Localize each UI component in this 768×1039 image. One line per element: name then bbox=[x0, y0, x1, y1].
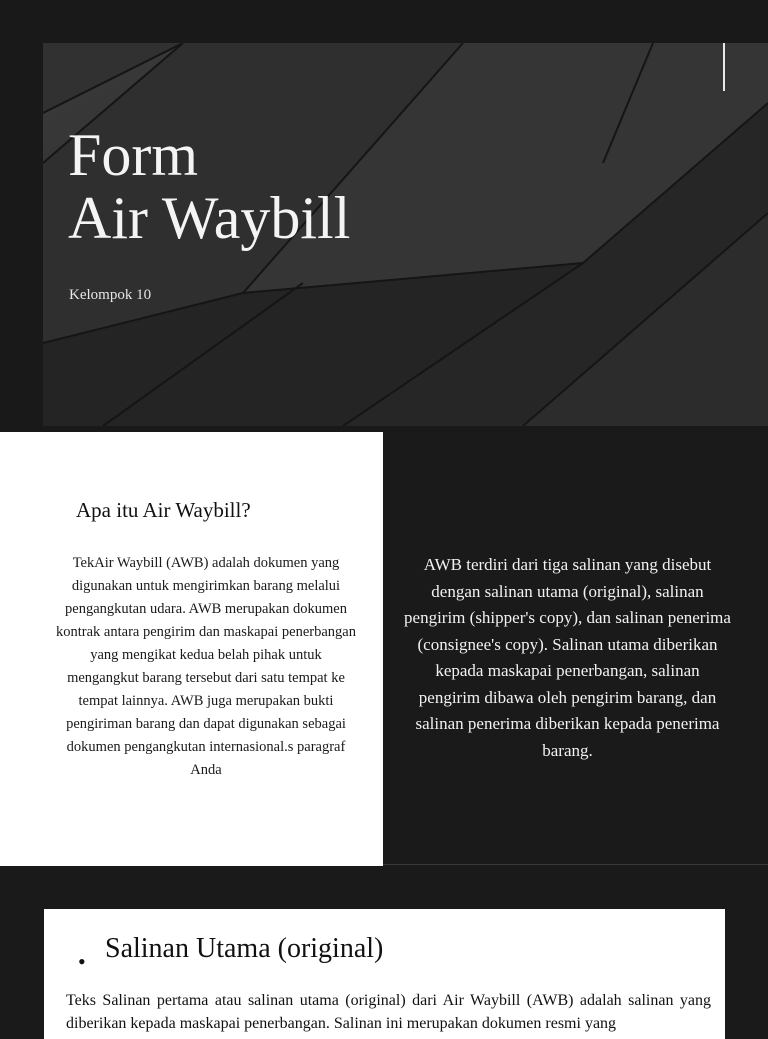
title-line-1: Form bbox=[68, 122, 199, 188]
accent-line bbox=[723, 43, 725, 91]
definition-slide bbox=[0, 432, 768, 866]
copies-text: AWB terdiri dari tiga salinan yang disebut dengan salinan utama (original), salinan pengirim (shipper's copy), dan salinan penerima (consignee's copy). Salinan utama diberikan kepada maskapai penerbangan, salinan pengirim dibawa oleh pengirim barang, dan salinan penerima diberikan kepada penerima barang. bbox=[404, 555, 731, 760]
slide-divider bbox=[383, 864, 768, 865]
bullet-icon: • bbox=[78, 949, 86, 974]
original-copy-slide bbox=[0, 866, 768, 1032]
title-slide bbox=[0, 0, 768, 432]
card-heading: Salinan Utama (original) bbox=[105, 933, 384, 964]
definition-text: TekAir Waybill (AWB) adalah dokumen yang digunakan untuk mengirimkan barang melalui pengangkutan udara. AWB merupakan dokumen kontrak antara pengirim dan maskapai penerbangan yang mengikat kedua belah pihak untuk mengangkut barang tersebut dari satu tempat ke tempat lainnya. AWB juga merupakan bukti pengiriman barang dan dapat digunakan sebagai dokumen pengangkutan internasional.s paragraf Anda bbox=[56, 555, 356, 778]
slide-subtitle: Kelompok 10 bbox=[69, 287, 152, 303]
slide-title bbox=[68, 124, 350, 250]
title-line-2: Air Waybill bbox=[68, 185, 351, 251]
content-card bbox=[44, 909, 725, 1039]
definition-heading: Apa itu Air Waybill? bbox=[76, 498, 251, 522]
card-text: Teks Salinan pertama atau salinan utama (original) dari Air Waybill (AWB) adalah salinan yang diberikan kepada maskapai penerbangan. Salinan ini merupakan dokumen resmi yang bbox=[66, 992, 711, 1032]
definition-panel bbox=[0, 432, 383, 866]
